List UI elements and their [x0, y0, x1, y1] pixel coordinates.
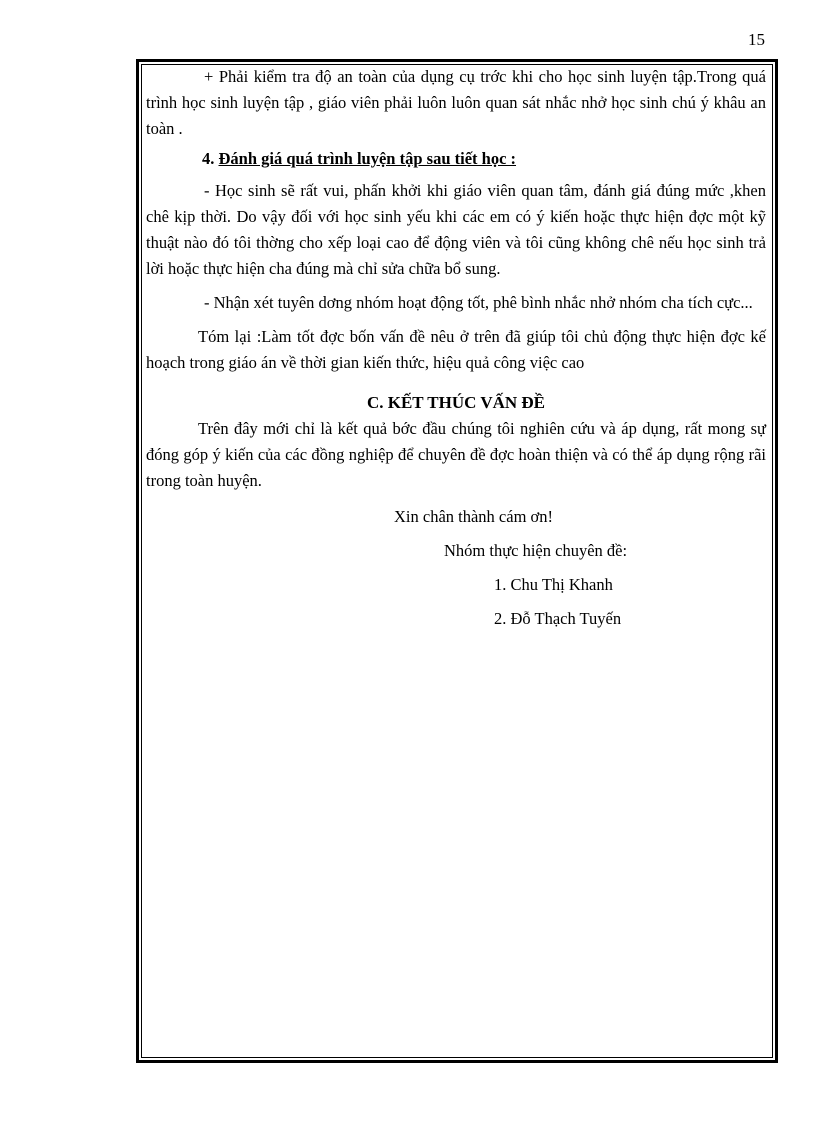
evaluation-paragraph-1: - Học sinh sẽ rất vui, phấn khởi khi giáo viên quan tâm, đánh giá đúng mức ,khen chê kịp thời. Do vậy đối với học sinh yếu khi các em có ý kiến hoặc thực hiện đợc một kỹ thuật nào đó tôi thờng cho xếp loại cao để động viên và tôi cũng không chê nếu học sinh trả lời hoặc thực hiện cha đúng mà chỉ sửa chữa bổ sung.	[146, 181, 766, 278]
closing-thanks: Xin chân thành cám ơn!	[394, 507, 554, 526]
member-name: 1. Chu Thị Khanh	[494, 575, 613, 594]
document-body	[146, 64, 766, 632]
section-c-body: Trên đây mới chỉ là kết quả bớc đầu chúng tôi nghiên cứu và áp dụng, rất mong sự đóng góp ý kiến của các đồng nghiệp để chuyên đề đợc hoàn thiện và có thể áp dụng rộng rãi trong toàn huyện.	[146, 419, 766, 490]
safety-check-paragraph: + Phải kiểm tra độ an toàn của dụng cụ trớc khi cho học sinh luyện tập.Trong quá trình học sinh luyện tập , giáo viên phải luôn luôn quan sát nhắc nhở học sinh chú ý khâu an toàn .	[146, 67, 766, 138]
summary-paragraph: Tóm lại :Làm tốt đợc bốn vấn đề nêu ở trên đã giúp tôi chủ động thực hiện đợc kế hoạch trong giáo án về thời gian kiến thức, hiệu quả công việc cao	[146, 327, 766, 372]
section-c-title: C. KẾT THÚC VẤN ĐỀ	[366, 393, 546, 412]
section-4-number: 4.	[202, 149, 215, 168]
closing-group-label: Nhóm thực hiện chuyên đề:	[444, 541, 628, 560]
section-4-title: Đánh giá quá trình luyện tập sau tiết học :	[218, 149, 517, 168]
page-number: 15	[748, 30, 765, 49]
member-name: 2. Đỗ Thạch Tuyến	[494, 609, 622, 628]
section-4-heading	[146, 146, 766, 172]
evaluation-paragraph-2: - Nhận xét tuyên dơng nhóm hoạt động tốt, phê bình nhắc nhở nhóm cha tích cực...	[204, 293, 753, 312]
